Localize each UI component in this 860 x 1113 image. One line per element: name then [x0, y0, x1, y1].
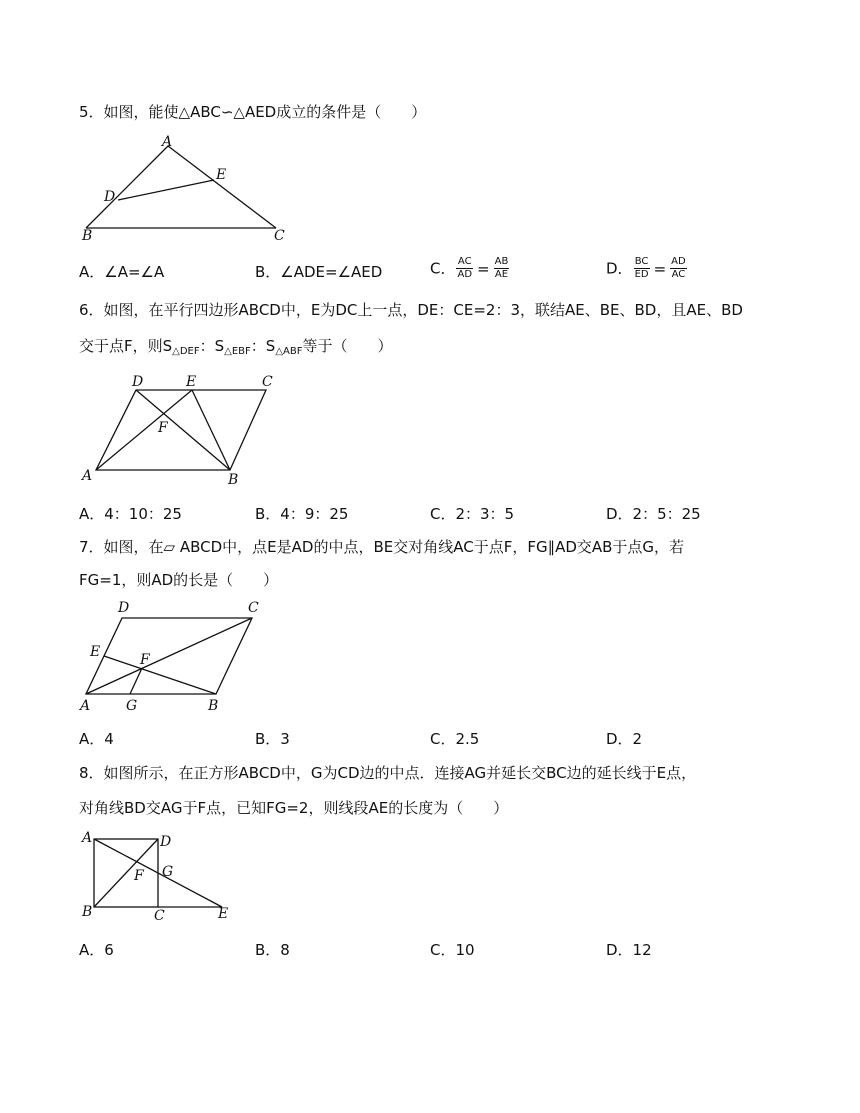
option-text: ∠ADE=∠AED: [280, 263, 383, 281]
label-c: C: [154, 908, 165, 922]
label-c: C: [262, 374, 273, 390]
q6-option-d[interactable]: D．2：5：25: [606, 505, 701, 523]
parallelogram-abcd: [96, 390, 266, 470]
label-a: A: [80, 698, 91, 714]
question-5-figure: [80, 134, 300, 244]
label-d: D: [132, 374, 144, 390]
option-prefix: A．: [79, 263, 105, 281]
q5-option-a[interactable]: [79, 262, 164, 282]
label-b: B: [228, 472, 239, 488]
segment-bd: [136, 390, 230, 470]
q8-option-b[interactable]: B．8: [255, 941, 290, 959]
question-8-stem-line1: 8．如图所示，在正方形ABCD中，G为CD边的中点．连接AG并延长交BC边的延长线于E点，: [79, 764, 697, 782]
label-b: B: [82, 228, 93, 244]
option-prefix: B．: [255, 263, 281, 281]
label-a: A: [82, 468, 93, 484]
option-prefix: C．: [430, 259, 456, 278]
label-e: E: [186, 374, 197, 390]
label-c: C: [274, 228, 285, 244]
option-prefix: D．: [606, 259, 633, 278]
label-e: E: [90, 644, 101, 660]
label-f: F: [134, 868, 144, 884]
segment-be: [192, 390, 230, 470]
fraction-ab-ae: $\frac{AB}{AE}$: [494, 256, 509, 280]
fraction-ad-ac: $\frac{AD}{AC}$: [671, 256, 686, 280]
diagonal-ac: [86, 618, 252, 694]
question-5-stem: 5．如图，能使△ABC∽△AED成立的条件是（ ）: [79, 103, 427, 121]
option-text: ∠A=∠A: [104, 263, 165, 281]
q5-option-d[interactable]: D． $\frac{BC}{ED}$ = $\frac{AD}{AC}$: [606, 256, 686, 280]
q7-option-c[interactable]: C．2.5: [430, 730, 480, 748]
label-d: D: [104, 189, 116, 205]
q5-option-c[interactable]: C． $\frac{AC}{AD}$ = $\frac{AB}{AE}$: [430, 256, 509, 280]
label-b: B: [208, 698, 219, 714]
q6-option-b[interactable]: B．4：9：25: [255, 505, 349, 523]
label-b: B: [82, 904, 93, 920]
label-f: F: [140, 652, 150, 668]
segment-ac: [168, 146, 276, 228]
question-8-stem-line2: 对角线BD交AG于F点，已知FG=2，则线段AE的长度为（ ）: [79, 799, 509, 817]
question-7-figure: [76, 600, 276, 716]
question-7-stem-line2: FG=1，则AD的长是（ ）: [79, 571, 279, 589]
q8-option-d[interactable]: D．12: [606, 941, 652, 959]
label-d: D: [118, 600, 130, 616]
label-f: F: [158, 420, 168, 436]
question-7-stem-line1: 7．如图，在▱ ABCD中，点E是AD的中点，BE交对角线AC于点F，FG∥AD交AB于点G，若: [79, 538, 685, 556]
q6-option-a[interactable]: A．4：10：25: [79, 505, 182, 523]
label-g: G: [126, 698, 138, 714]
fraction-bc-ed: $\frac{BC}{ED}$: [634, 256, 649, 280]
q7-option-b[interactable]: B．3: [255, 730, 290, 748]
segment-fg: [130, 668, 142, 694]
label-g: G: [162, 864, 174, 880]
label-d: D: [160, 834, 172, 850]
label-c: C: [248, 600, 259, 616]
q8-option-c[interactable]: C．10: [430, 941, 475, 959]
label-a: A: [162, 134, 173, 150]
question-6-figure: [78, 370, 288, 490]
segment-be: [104, 656, 216, 694]
fraction-ac-ad: $\frac{AC}{AD}$: [457, 256, 473, 280]
segment-de: [118, 180, 214, 200]
q7-option-d[interactable]: D．2: [606, 730, 643, 748]
q7-option-a[interactable]: A．4: [79, 730, 114, 748]
diagonal-bd: [94, 839, 158, 907]
question-6-stem-line1: 6．如图，在平行四边形ABCD中，E为DC上一点，DE：CE=2：3，联结AE、BE、BD，且AE、BD: [79, 301, 743, 319]
q5-option-b[interactable]: [255, 262, 382, 282]
segment-ab: [86, 146, 168, 228]
question-8-figure: [80, 826, 240, 922]
label-e: E: [216, 167, 227, 183]
segment-ae: [96, 390, 192, 470]
question-6-stem-line2: 交于点F，则$S_{\triangle DEF}$：$S_{\triangle EBF}$：$S_{\triangle ABF}$等于（ ）: [79, 337, 393, 357]
q6-option-c[interactable]: C．2：3：5: [430, 505, 515, 523]
label-a: A: [82, 830, 93, 846]
q8-option-a[interactable]: A．6: [79, 941, 114, 959]
label-e: E: [218, 906, 229, 922]
